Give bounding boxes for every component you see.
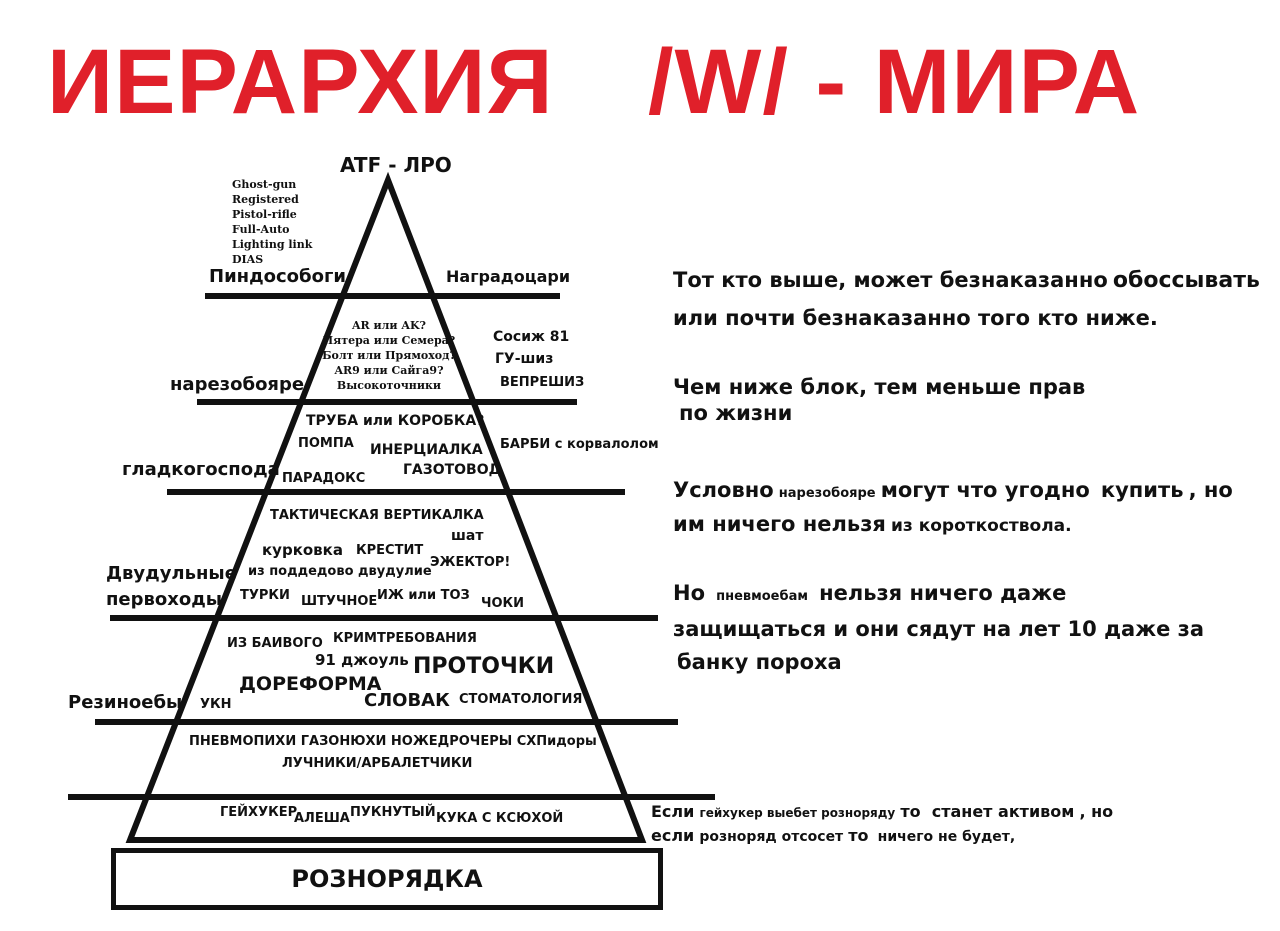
tier7-item: КУКА С КСЮХОЙ	[436, 811, 564, 826]
tier4-item: ТАКТИЧЕСКАЯ ВЕРТИКАЛКА	[270, 508, 484, 523]
note-4-part: пневмоебам	[716, 589, 808, 604]
top-list-item: DIAS	[232, 253, 264, 266]
tier5-item: СЛОВАК	[364, 690, 450, 711]
note-5-part: розноряд отсосет	[699, 829, 844, 845]
note-3-part: им ничего нельзя	[673, 512, 886, 536]
tier2-right-item: ВЕПРЕШИЗ	[500, 375, 585, 390]
tier4-side	[106, 561, 237, 613]
tier4-side-line: Двудульные	[106, 563, 237, 584]
note-5-part: станет активом	[931, 802, 1075, 821]
tier5-item: УКН	[200, 697, 232, 712]
tier5-item: СТОМАТОЛОГИЯ	[459, 692, 583, 707]
note-3-part: нарезобояре	[778, 486, 876, 501]
tier4-item: шат	[451, 528, 484, 544]
note-4-line1	[673, 581, 1066, 605]
note-2-line1: Чем ниже блок, тем меньше прав	[673, 375, 1086, 399]
note-1	[673, 268, 1260, 293]
title-right: /W/ - МИРА	[648, 31, 1141, 133]
top-list-item: Full-Auto	[232, 223, 290, 236]
tier2-center-item: Пятера или Семера?	[322, 334, 456, 347]
top-list-item: Lighting link	[232, 238, 313, 251]
tier2-side: нарезобояре	[170, 374, 305, 395]
tier3-item: ИНЕРЦИАЛКА	[370, 442, 483, 458]
tier7-item: АЛЕША	[294, 811, 350, 826]
tier5-item: КРИМТРЕБОВАНИЯ	[333, 631, 477, 646]
note-2-line2: по жизни	[679, 401, 793, 425]
top-list-item: Ghost-gun	[232, 178, 297, 191]
tier7-item: ГЕЙХУКЕР	[220, 805, 298, 820]
note-3-line1	[673, 478, 1233, 502]
tier3-item: ПАРАДОКС	[282, 471, 366, 486]
tier2-center-item: Болт или Прямоход?	[322, 349, 456, 362]
tier4-item: из поддедово двудулие	[248, 564, 432, 579]
note-4-part: нельзя ничего даже	[819, 581, 1067, 605]
tier5-item: 91 джоуль	[315, 651, 409, 669]
tier2-right-item: Сосиж 81	[493, 329, 570, 345]
top-list-item: Registered	[232, 193, 299, 206]
tier4-item: ЧОКИ	[481, 596, 525, 611]
top-list	[232, 177, 312, 267]
tier2-center-item: AR или AK?	[352, 319, 426, 332]
note-3-part: могут что угодно	[880, 478, 1090, 502]
note-5-line2	[651, 826, 1015, 845]
tier4-item: ШТУЧНОЕ	[301, 594, 378, 609]
note-1-part: Тот кто выше, может безнаказанно	[673, 268, 1108, 292]
note-3-part: купить	[1100, 478, 1184, 502]
tier6-item: ЛУЧНИКИ/АРБАЛЕТЧИКИ	[282, 756, 473, 771]
tier4-item: КРЕСТИТ	[356, 543, 424, 558]
tier4-item: ТУРКИ	[240, 588, 290, 603]
note-5-part: Если	[651, 802, 695, 821]
tier2-center	[320, 318, 458, 393]
note-5-part: то	[900, 802, 921, 821]
tier3-item: ПОМПА	[298, 436, 354, 451]
note-4-line3: банку пороха	[677, 650, 842, 674]
tier2-center-item: AR9 или Сайга9?	[334, 364, 444, 377]
tier6-item: ПНЕВМОПИХИ ГАЗОНЮХИ НОЖЕДРОЧЕРЫ СХПидоры	[189, 734, 597, 749]
note-1-part: обоссывать	[1112, 268, 1260, 293]
tier2-right-item: ГУ-шиз	[495, 351, 554, 367]
tier3-item: ГАЗОТОВОД	[403, 462, 502, 478]
title-left: ИЕРАРХИЯ	[47, 31, 554, 133]
note-5-part: гейхукер выебет розноряду	[699, 806, 896, 820]
tier5-side: Резиноебы	[68, 692, 183, 713]
tier3-item: БАРБИ с корвалолом	[500, 437, 659, 452]
tier3-side: гладкогоспода	[122, 459, 280, 480]
tier4-item: ИЖ или ТОЗ	[377, 588, 470, 603]
tier5-item: ДОРЕФОРМА	[239, 673, 382, 695]
tier1-left: Пиндособоги	[209, 266, 347, 287]
tier5-item: ПРОТОЧКИ	[413, 654, 555, 679]
tier4-item: курковка	[262, 541, 343, 559]
tier4-side-line: первоходы	[106, 589, 223, 610]
tier4-item: ЭЖЕКТОР!	[430, 555, 511, 570]
note-4-line2: защищаться и они сядут на лет 10 даже за	[673, 617, 1205, 641]
note-3-part: , но	[1188, 478, 1233, 502]
note-5-line1	[651, 802, 1113, 821]
tier1-right: Наградоцари	[446, 267, 571, 286]
base-box	[111, 848, 663, 910]
tier5-item: ИЗ БАИВОГО	[227, 636, 323, 651]
note-3-line2	[673, 512, 1072, 536]
note-3-part: Условно	[673, 478, 774, 502]
apex-label: ATF - ЛРО	[340, 153, 452, 177]
note-1-line2: или почти безнаказанно того кто ниже.	[673, 306, 1158, 330]
note-3-part: из короткоствола.	[890, 516, 1072, 536]
note-4-part: Но	[673, 581, 706, 605]
base-label: РОЗНОРЯДКА	[291, 865, 483, 893]
note-5-part: то	[848, 826, 869, 845]
tier3-item: ТРУБА или КОРОБКА?	[306, 413, 485, 429]
tier2-center-item: Высокоточники	[336, 379, 442, 392]
tier7-item: ПУКНУТЫЙ	[350, 805, 436, 820]
note-5-part: ничего не будет,	[877, 829, 1016, 845]
note-5-part: , но	[1079, 802, 1114, 821]
note-5-part: если	[651, 826, 695, 845]
top-list-item: Pistol-rifle	[232, 208, 297, 221]
